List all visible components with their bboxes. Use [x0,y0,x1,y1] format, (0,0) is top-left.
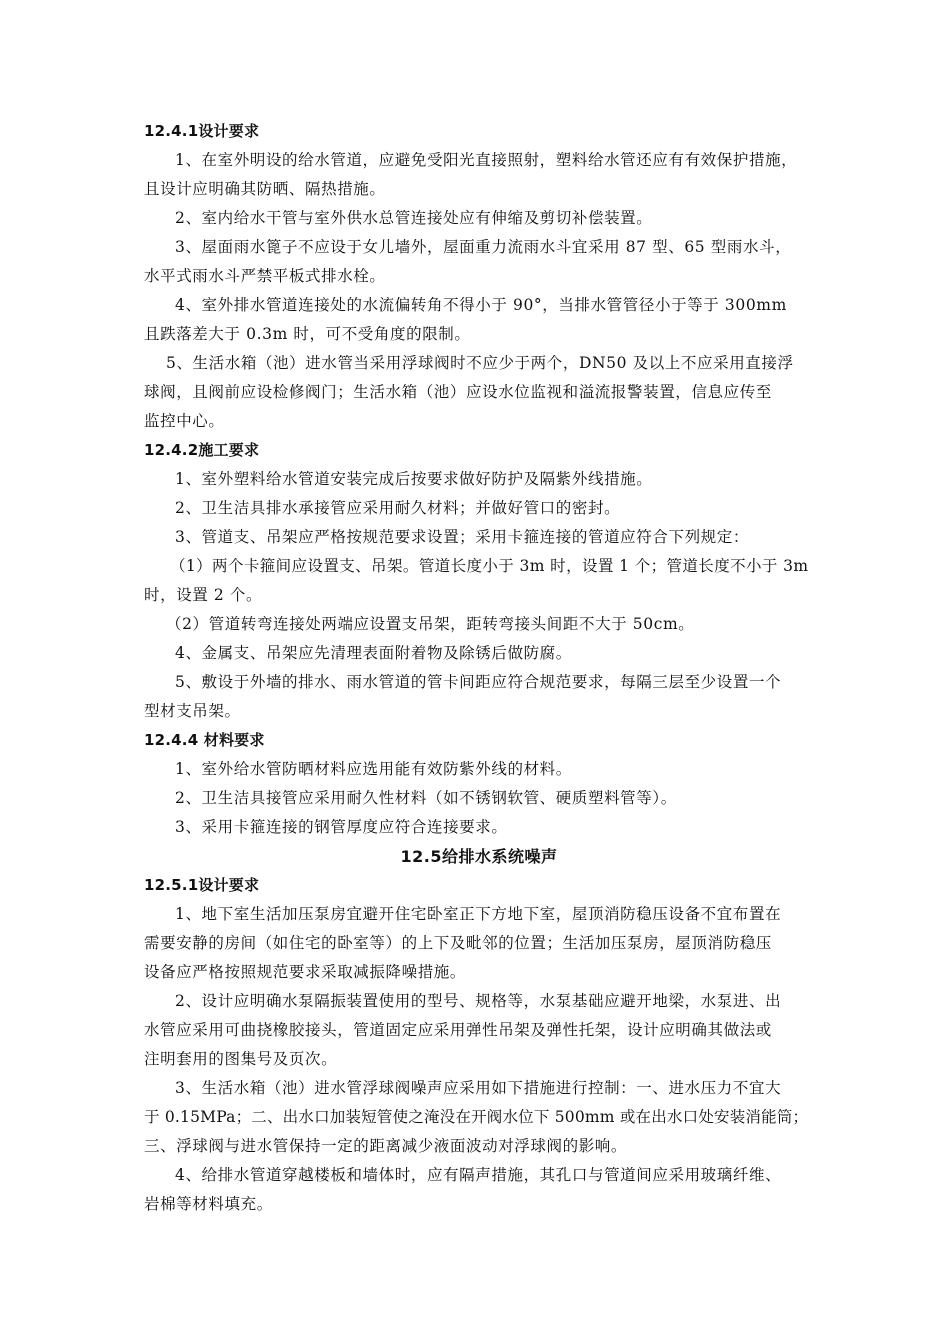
heading-12-4-1: 12.4.1设计要求 [144,122,260,140]
paragraph-line: 球阀，且阀前应设检修阀门；生活水箱（池）应设水位监视和溢流报警装置，信息应传至 [144,383,772,401]
paragraph-line: 设备应严格按照规范要求采取减振降噪措施。 [144,963,467,981]
paragraph-line: 监控中心。 [144,412,225,430]
section-title-12-5: 12.5给排水系统噪声 [400,847,558,866]
paragraph-line: 1、室外塑料给水管道安装完成后按要求做好防护及隔紫外线措施。 [175,470,653,488]
paragraph-line: 岩棉等材料填充。 [144,1195,273,1213]
paragraph-line: 2、设计应明确水泵隔振装置使用的型号、规格等，水泵基础应避开地梁，水泵进、出 [175,992,782,1010]
paragraph-line: 3、采用卡箍连接的钢管厚度应符合连接要求。 [175,818,508,836]
paragraph-line: 1、在室外明设的给水管道，应避免受阳光直接照射，塑料给水管还应有有效保护措施， [175,151,798,169]
paragraph-line: 2、卫生洁具排水承接管应采用耐久材料；并做好管口的密封。 [175,499,621,517]
paragraph-line: 3、管道支、吊架应严格按规范要求设置；采用卡箍连接的管道应符合下列规定： [175,528,749,546]
paragraph-line: 5、敷设于外墙的排水、雨水管道的管卡间距应符合规范要求，每隔三层至少设置一个 [175,673,782,691]
paragraph-line: 且设计应明确其防晒、隔热措施。 [144,180,386,198]
paragraph-line: 1、地下室生活加压泵房宜避开住宅卧室正下方地下室，屋顶消防稳压设备不宜布置在 [175,905,782,923]
heading-12-4-2: 12.4.2施工要求 [144,441,260,459]
document-page [144,117,814,1219]
heading-12-5-1: 12.5.1设计要求 [144,876,260,894]
paragraph-line: 2、室内给水干管与室外供水总管连接处应有伸缩及剪切补偿装置。 [175,209,653,227]
paragraph-line: 注明套用的图集号及页次。 [144,1050,338,1068]
paragraph-line: 5、生活水箱（池）进水管当采用浮球阀时不应少于两个，DN50 及以上不应采用直接浮 [166,354,794,372]
paragraph-line: 水平式雨水斗严禁平板式排水栓。 [144,267,386,285]
paragraph-line: 型材支吊架。 [144,702,241,720]
paragraph-line: （2）管道转弯连接处两端应设置支吊架，距转弯接头间距不大于 50cm。 [166,615,695,633]
paragraph-line: 3、屋面雨水篦子不应设于女儿墙外，屋面重力流雨水斗宜采用 87 型、65 型雨水斗， [175,238,792,256]
paragraph-line: 4、金属支、吊架应先清理表面附着物及除锈后做防腐。 [175,644,572,662]
paragraph-line: 时，设置 2 个。 [144,586,263,604]
paragraph-line: 2、卫生洁具接管应采用耐久性材料（如不锈钢软管、硬质塑料管等）。 [175,789,677,807]
paragraph-line: （1）两个卡箍间应设置支、吊架。管道长度小于 3m 时，设置 1 个；管道长度不小于 3m [170,557,809,575]
paragraph-line: 3、生活水箱（池）进水管浮球阀噪声应采用如下措施进行控制：一、进水压力不宜大 [175,1079,782,1097]
paragraph-line: 三、浮球阀与进水管保持一定的距离减少液面波动对浮球阀的影响。 [144,1137,628,1155]
paragraph-line: 且跌落差大于 0.3m 时，可不受角度的限制。 [144,325,471,343]
paragraph-line: 水管应采用可曲挠橡胶接头，管道固定应采用弹性吊架及弹性托架，设计应明确其做法或 [144,1021,772,1039]
paragraph-line: 1、室外给水管防晒材料应选用能有效防紫外线的材料。 [175,760,572,778]
paragraph-line: 4、给排水管道穿越楼板和墙体时，应有隔声措施，其孔口与管道间应采用玻璃纤维、 [175,1166,782,1184]
heading-12-4-4: 12.4.4 材料要求 [144,731,265,749]
paragraph-line: 于 0.15MPa；二、出水口加装短管使之淹没在开阀水位下 500mm 或在出水口处安装消能筒； [144,1108,809,1126]
paragraph-line: 需要安静的房间（如住宅的卧室等）的上下及毗邻的位置；生活加压泵房，屋顶消防稳压 [144,934,772,952]
paragraph-line: 4、室外排水管道连接处的水流偏转角不得小于 90°，当排水管管径小于等于 300mm [175,296,787,314]
